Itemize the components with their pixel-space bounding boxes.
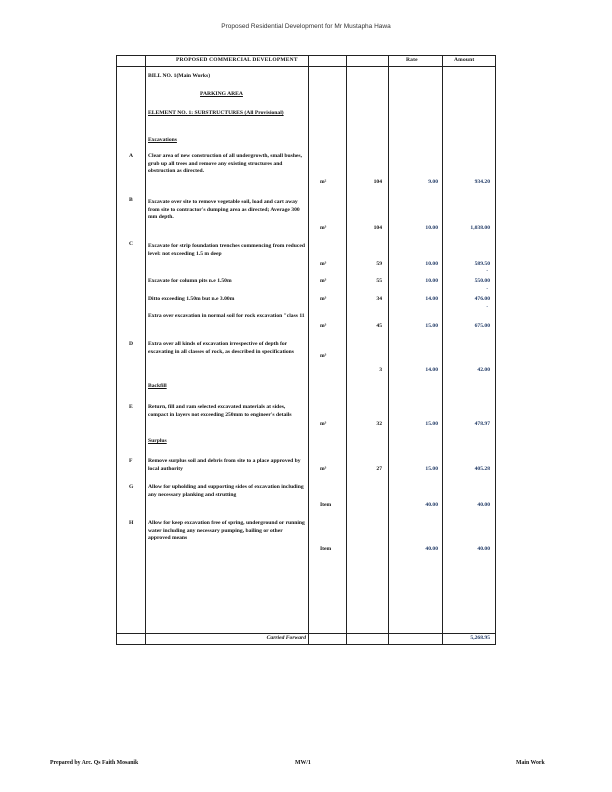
footer-preparer: Prepared by Arc. Qs Faith Mosanik <box>50 760 139 766</box>
area-heading: PARKING AREA <box>200 91 243 97</box>
item-description: Excavate over site to remove vegetable soil, load and cart away from site to contractor's dumping area as directed; Average 300 mm depth. <box>148 199 300 221</box>
item-ref: B <box>129 197 133 203</box>
item-ref: F <box>129 458 133 464</box>
item-rate: 15.00 <box>425 421 438 427</box>
item-amount: 675.00 <box>474 323 490 329</box>
item-dash: - <box>486 269 488 274</box>
item-amount: 476.00 <box>474 296 490 302</box>
item-amount: 40.00 <box>477 546 490 552</box>
item-description: Excavate for column pits n.e 1.50m <box>148 278 232 284</box>
column-divider <box>308 55 309 645</box>
item-amount: 934.20 <box>474 179 490 185</box>
item-description: Extra over excavation in normal soil for rock excavation "class 11 <box>148 313 305 319</box>
item-description: Clear area of new construction of all undergrowth, small bushes, grub up all trees and remove any existing structures and obstruction as directed. <box>148 153 302 175</box>
item-rate: 15.00 <box>425 466 438 472</box>
item-ref: E <box>129 404 133 410</box>
item-unit: m³ <box>320 261 327 267</box>
page-header: Proposed Residential Development for Mr Mustapha Hawa <box>221 23 391 30</box>
item-rate: 40.00 <box>425 546 438 552</box>
item-description: Allow for keep excavation free of spring, underground or running water including any necessary pumping, bailing or other approved means <box>148 520 305 542</box>
item-unit: m² <box>320 179 327 185</box>
item-amount: 589.50 <box>474 261 490 267</box>
column-divider <box>442 55 443 645</box>
item-quantity: 104 <box>373 179 382 185</box>
column-divider <box>145 55 146 645</box>
item-ref: G <box>129 484 134 490</box>
item-unit: Item <box>320 546 332 552</box>
item-unit: m³ <box>320 296 327 302</box>
item-amount: 478.97 <box>474 421 490 427</box>
item-amount: 405.28 <box>474 466 490 472</box>
column-divider <box>388 55 389 645</box>
item-rate: 10.00 <box>425 261 438 267</box>
table-border-right <box>495 55 496 645</box>
header-rate: Rate <box>406 57 418 63</box>
table-border-bottom <box>116 644 496 645</box>
item-description: Ditto exceeding 1.50m but n.e 3.00m <box>148 296 235 302</box>
item-rate: 40.00 <box>425 502 438 508</box>
item-rate: 10.00 <box>425 225 438 231</box>
item-unit: m³ <box>320 466 327 472</box>
item-quantity: 32 <box>376 421 382 427</box>
backfill-heading: Backfill <box>148 383 167 389</box>
item-quantity: 59 <box>376 261 382 267</box>
item-description: Remove surplus soil and debris from site to a place approved by local authority <box>148 458 301 472</box>
element-heading: ELEMENT NO. 1: SUBSTRUCTURES (All Provisional) <box>148 110 284 116</box>
item-quantity: 45 <box>376 323 382 329</box>
item-unit: m³ <box>320 323 327 329</box>
item-rate: 14.00 <box>425 296 438 302</box>
excavations-heading: Excavations <box>148 137 177 143</box>
item-ref: C <box>129 241 134 247</box>
carried-forward-label: Carried Forward <box>266 635 306 641</box>
boq-table <box>116 55 496 645</box>
total-divider <box>116 633 496 634</box>
item-description: Allow for upholding and supporting sides of excavation including any necessary planking and strutting <box>148 484 304 498</box>
item-dash: - <box>486 287 488 292</box>
table-border-left <box>116 55 117 645</box>
item-ref: A <box>129 153 134 159</box>
item-quantity: 104 <box>373 225 382 231</box>
item-amount: 550.00 <box>474 278 490 284</box>
header-amount: Amount <box>454 57 475 63</box>
item-quantity: 34 <box>376 296 382 302</box>
footer-section: Main Work <box>516 760 545 766</box>
item-description: Excavate for strip foundation trenches commencing from reduced level: not exceeding 1.5 m deep <box>148 243 305 257</box>
item-ref: D <box>129 341 134 347</box>
carried-forward-amount: 5,268.95 <box>470 635 490 641</box>
item-rate: 10.00 <box>425 278 438 284</box>
item-ref: H <box>129 520 134 526</box>
header-title: PROPOSED COMMERCIAL DEVELOPMENT <box>176 57 298 63</box>
item-dash: - <box>486 305 488 310</box>
item-amount: 42.00 <box>477 367 490 373</box>
item-description: Extra over all kinds of excavation irrespective of depth for excavating in all classes of rock, as described in specifications <box>148 341 294 355</box>
item-rate: 15.00 <box>425 323 438 329</box>
item-rate: 9.00 <box>428 179 438 185</box>
item-unit: m³ <box>320 225 327 231</box>
item-unit: Item <box>320 502 332 508</box>
item-quantity: 3 <box>379 367 382 373</box>
item-amount: 40.00 <box>477 502 490 508</box>
item-quantity: 55 <box>376 278 382 284</box>
table-border-top <box>116 55 496 56</box>
bill-heading: BILL NO. 1(Main Works) <box>148 73 211 79</box>
item-description: Return, fill and ram selected excavated materials at sides, compact in layers not exceeding 250mm to engineer's details <box>148 404 292 418</box>
footer-page-ref: MW/1 <box>295 760 311 766</box>
item-quantity: 27 <box>376 466 382 472</box>
item-unit: m³ <box>320 421 327 427</box>
column-divider <box>346 55 347 645</box>
header-divider <box>116 66 496 67</box>
item-amount: 1,038.00 <box>470 225 490 231</box>
surplus-heading: Surplus <box>148 438 167 444</box>
item-rate: 14.00 <box>425 367 438 373</box>
item-unit: m³ <box>320 278 327 284</box>
item-unit: m³ <box>320 353 327 359</box>
